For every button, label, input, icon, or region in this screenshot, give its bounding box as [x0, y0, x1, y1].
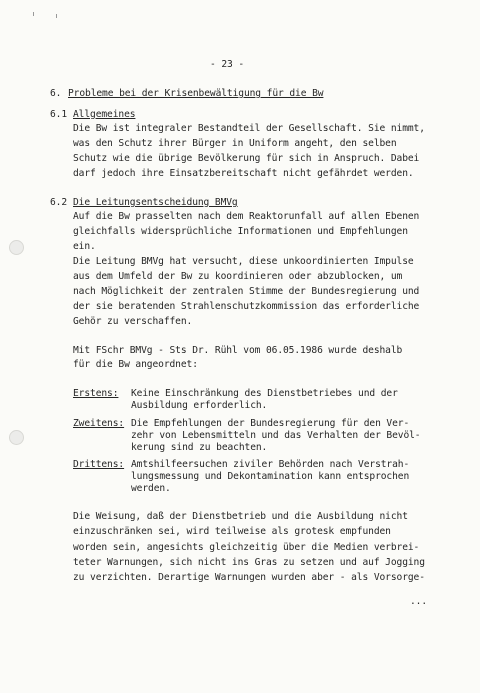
subsection-heading: Allgemeines	[73, 109, 136, 120]
paragraph-line: Die Weisung, daß der Dienstbetrieb und die Ausbildung nicht	[73, 511, 408, 522]
paragraph-line: gleichfalls widersprüchliche Informationen und Empfehlungen	[73, 226, 408, 237]
paragraph-line: worden sein, angesichts gleichzeitig über die Medien verbrei-	[73, 542, 420, 553]
list-item-label: Zweitens:	[73, 418, 125, 429]
list-item-label: Erstens:	[73, 388, 119, 399]
subsection-number: 6.1	[50, 109, 68, 120]
paragraph-line: nach Möglichkeit der zentralen Stimme der Bundesregierung und	[73, 286, 420, 297]
list-item-line: Die Empfehlungen der Bundesregierung für den Ver-	[131, 418, 410, 429]
punch-hole	[9, 430, 24, 445]
page-number: - 23 -	[210, 59, 245, 70]
paragraph-line: aus dem Umfeld der Bw zu koordinieren oder abzublocken, um	[73, 271, 403, 282]
paragraph-line: einzuschränken sei, wird teilweise als grotesk empfunden	[73, 526, 391, 537]
list-item-line: Amtshilfeersuchen ziviler Behörden nach Verstrah-	[131, 459, 410, 470]
scan-mark	[33, 12, 34, 16]
list-item-label: Drittens:	[73, 459, 125, 470]
paragraph-line: Die Bw ist integraler Bestandteil der Gesellschaft. Sie nimmt,	[73, 123, 425, 134]
paragraph-line: der sie beratenden Strahlenschutzkommission das erforderliche	[73, 301, 420, 312]
punch-hole	[9, 240, 24, 255]
paragraph-line: Schutz wie die übrige Bevölkerung für sich in Anspruch. Dabei	[73, 153, 420, 164]
paragraph-line: Die Leitung BMVg hat versucht, diese unkoordinierten Impulse	[73, 256, 414, 267]
section-heading: Probleme bei der Krisenbewältigung für die Bw	[68, 88, 324, 99]
paragraph-line: Mit FSchr BMVg - Sts Dr. Rühl vom 06.05.1986 wurde deshalb	[73, 345, 403, 356]
subsection-heading: Die Leitungsentscheidung BMVg	[73, 197, 238, 208]
subsection-number: 6.2	[50, 197, 68, 208]
paragraph-line: darf jedoch ihre Einsatzbereitschaft nicht gefährdet werden.	[73, 168, 414, 179]
paragraph-line: teter Warnungen, sich nicht ins Gras zu setzen und auf Jogging	[73, 557, 425, 568]
paragraph-line: was den Schutz ihrer Bürger in Uniform angeht, den selben	[73, 138, 397, 149]
scan-mark	[56, 14, 57, 18]
list-item-line: werden.	[131, 483, 171, 494]
continuation-mark: ...	[410, 596, 428, 607]
list-item-line: Keine Einschränkung des Dienstbetriebes und der	[131, 388, 398, 399]
list-item-line: kerung sind zu beachten.	[131, 442, 268, 453]
paragraph-line: ein.	[73, 241, 96, 252]
paragraph-line: für die Bw angeordnet:	[73, 359, 198, 370]
list-item-line: lungsmessung und Dekontamination kann entsprochen	[131, 471, 410, 482]
paragraph-line: zu verzichten. Derartige Warnungen wurden aber - als Vorsorge-	[73, 572, 425, 583]
paragraph-line: Gehör zu verschaffen.	[73, 316, 193, 327]
section-number: 6.	[50, 88, 62, 99]
list-item-line: Ausbildung erforderlich.	[131, 400, 268, 411]
paragraph-line: Auf die Bw prasselten nach dem Reaktorunfall auf allen Ebenen	[73, 211, 420, 222]
list-item-line: zehr von Lebensmitteln und das Verhalten der Bevöl-	[131, 430, 421, 441]
